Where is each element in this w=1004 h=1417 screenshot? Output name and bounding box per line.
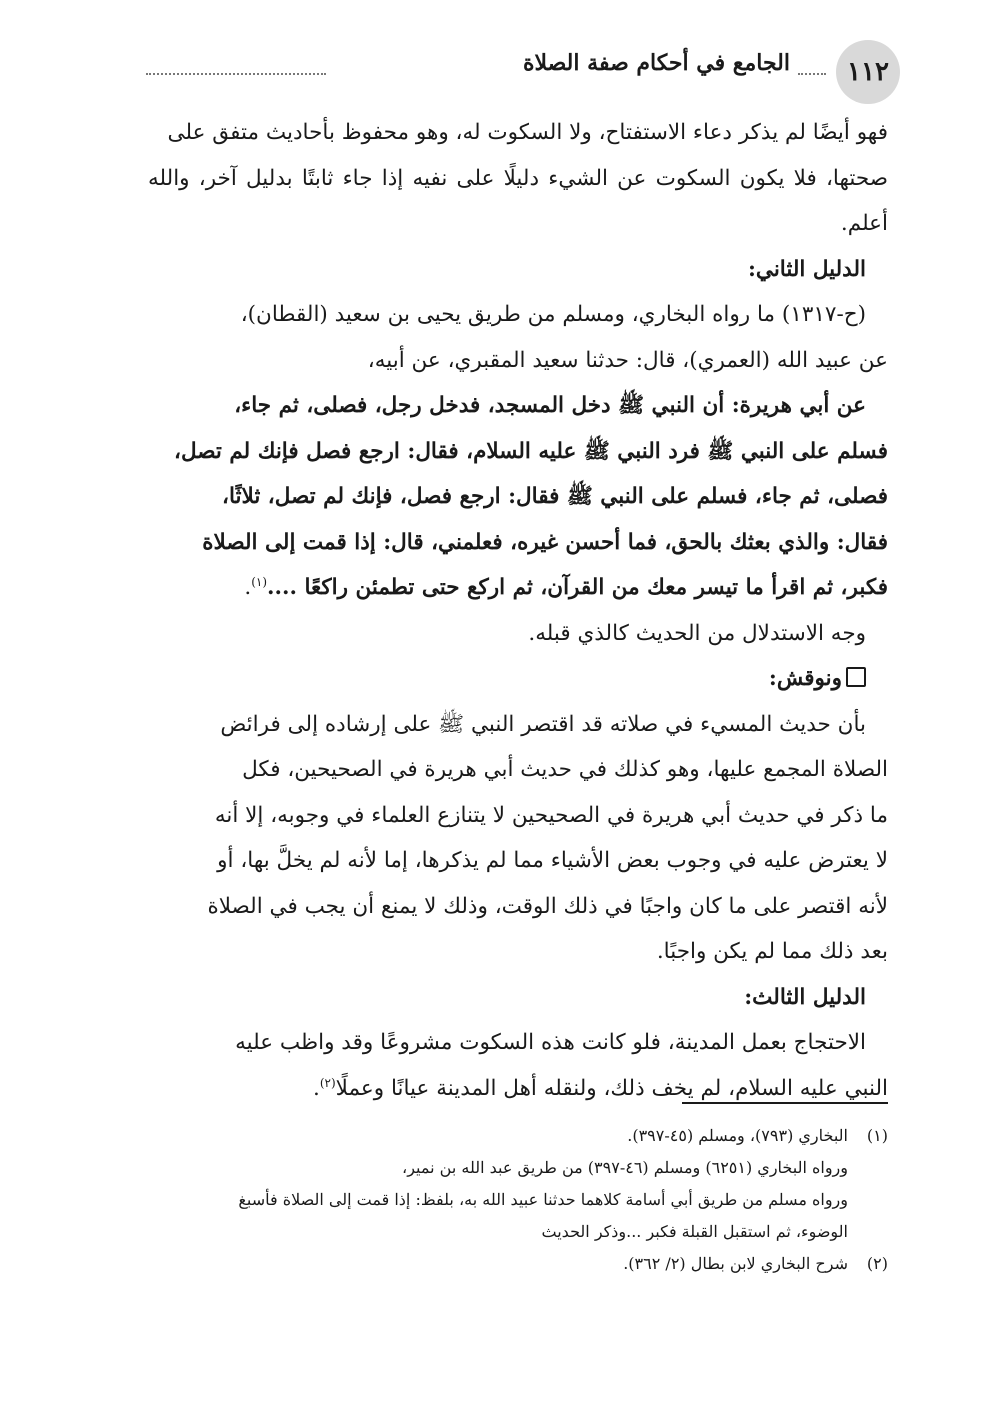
text-line: الاحتجاج بعمل المدينة، فلو كانت هذه السكوت مشروعًا وقد واظب عليه	[235, 1030, 866, 1055]
main-text	[148, 110, 888, 1111]
footnote-ref[interactable]: (١)	[251, 574, 268, 589]
text-line: ما ذكر في حديث أبي هريرة في الصحيحين لا يتنازع العلماء في وجوبه، إلا أنه	[214, 802, 888, 828]
square-bullet-icon	[846, 667, 866, 687]
footnote-2	[148, 1248, 888, 1280]
footnote-text: ورواه مسلم من طريق أبي أسامة كلاهما حدثنا عبيد الله به، بلفظ: إذا قمت إلى الصلاة فأسبغ	[238, 1190, 848, 1209]
footnote-text: البخاري (٧٩٣)، ومسلم (٤٥-٣٩٧).	[627, 1126, 848, 1145]
page-number: ١١٢	[847, 57, 889, 87]
section-heading: الدليل الثاني:	[747, 256, 866, 282]
running-title: الجامع في أحكام صفة الصلاة	[522, 50, 790, 76]
text-line: فهو أيضًا لم يذكر دعاء الاستفتاح، ولا السكوت له، وهو محفوظ بأحاديث متفق على	[167, 120, 888, 145]
text-line: لأنه اقتصر على ما كان واجبًا في ذلك الوقت، وذلك لا يمنع أن يجب في الصلاة	[207, 893, 888, 919]
hadith-line: فصلى، ثم جاء، فسلم على النبي ﷺ فقال: ارجع فصل، فإنك لم تصل، ثلاثًا،	[222, 484, 888, 509]
footnote-text: شرح البخاري لابن بطال (٢/ ٣٦٢).	[623, 1254, 848, 1273]
text-line: لا يعترض عليه في وجوب بعض الأشياء مما لم يذكرها، إما لأنه لم يخلَّ بها، أو	[217, 848, 888, 873]
text-line: الصلاة المجمع عليها، وهو كذلك في حديث أبي هريرة في الصحيحين، فكل	[242, 757, 888, 782]
page-number-badge	[836, 40, 900, 104]
hadith-line-with-ref: فكبر، ثم اقرأ ما تيسر معك من القرآن، ثم اركع حتى تطمئن راكعًا ....$^{(١)}$.	[244, 574, 888, 600]
running-header	[140, 40, 900, 104]
footnote-text: الوضوء، ثم استقبل القبلة فكبر ...وذكر الحديث	[541, 1222, 848, 1241]
text-line: النبي عليه السلام، لم يخف ذلك، ولنقله أهل المدينة عيانًا وعملًا	[335, 1075, 888, 1101]
text-line: صحتها، فلا يكون السكوت عن الشيء دليلًا على نفيه إذا جاء ثابتًا بدليل آخر، والله أعلم.	[148, 165, 888, 236]
text-line: بأن حديث المسيء في صلاته قد اقتصر النبي ﷺ على إرشاده إلى فرائض	[220, 711, 866, 737]
hadith-line: فسلم على النبي ﷺ فرد النبي ﷺ عليه السلام، فقال: ارجع فصل فإنك لم تصل،	[174, 438, 888, 464]
footnote-number: (١)	[866, 1126, 888, 1145]
footnote-separator	[682, 1102, 888, 1104]
hadith-line: عن أبي هريرة: أن النبي ﷺ دخل المسجد، فدخل رجل، فصلى، ثم جاء،	[234, 393, 866, 418]
header-dotted-rule-left	[146, 73, 326, 75]
footnote-number: (٢)	[866, 1254, 888, 1273]
text-line: (ح-١٣١٧) ما رواه البخاري، ومسلم من طريق يحيى بن سعيد (القطان)،	[240, 302, 866, 327]
section-heading: الدليل الثالث:	[744, 984, 866, 1010]
text-line-with-ref: النبي عليه السلام، لم يخف ذلك، ولنقله أهل المدينة عيانًا وعملًا$^{(٢)}$.	[313, 1075, 888, 1101]
box-heading: ونوقش:	[768, 666, 842, 691]
footnote-ref[interactable]: (٢)	[319, 1075, 336, 1090]
footnotes	[148, 1120, 888, 1280]
text-line: بعد ذلك مما لم يكن واجبًا.	[656, 939, 888, 964]
footnote-1	[148, 1120, 888, 1152]
text-line: وجه الاستدلال من الحديث كالذي قبله.	[528, 620, 866, 646]
text-line: عن عبيد الله (العمري)، قال: حدثنا سعيد المقبري، عن أبيه،	[367, 347, 888, 373]
hadith-line: فقال: والذي بعثك بالحق، فما أحسن غيره، فعلمني، قال: إذا قمت إلى الصلاة	[202, 529, 888, 555]
header-dotted-rule-right	[798, 73, 826, 75]
hadith-line: فكبر، ثم اقرأ ما تيسر معك من القرآن، ثم اركع حتى تطمئن راكعًا ....	[267, 575, 888, 600]
footnote-text: ورواه البخاري (٦٢٥١) ومسلم (٤٦-٣٩٧) من طريق عبد الله بن نمير،	[402, 1158, 848, 1177]
box-heading-row	[148, 656, 888, 702]
